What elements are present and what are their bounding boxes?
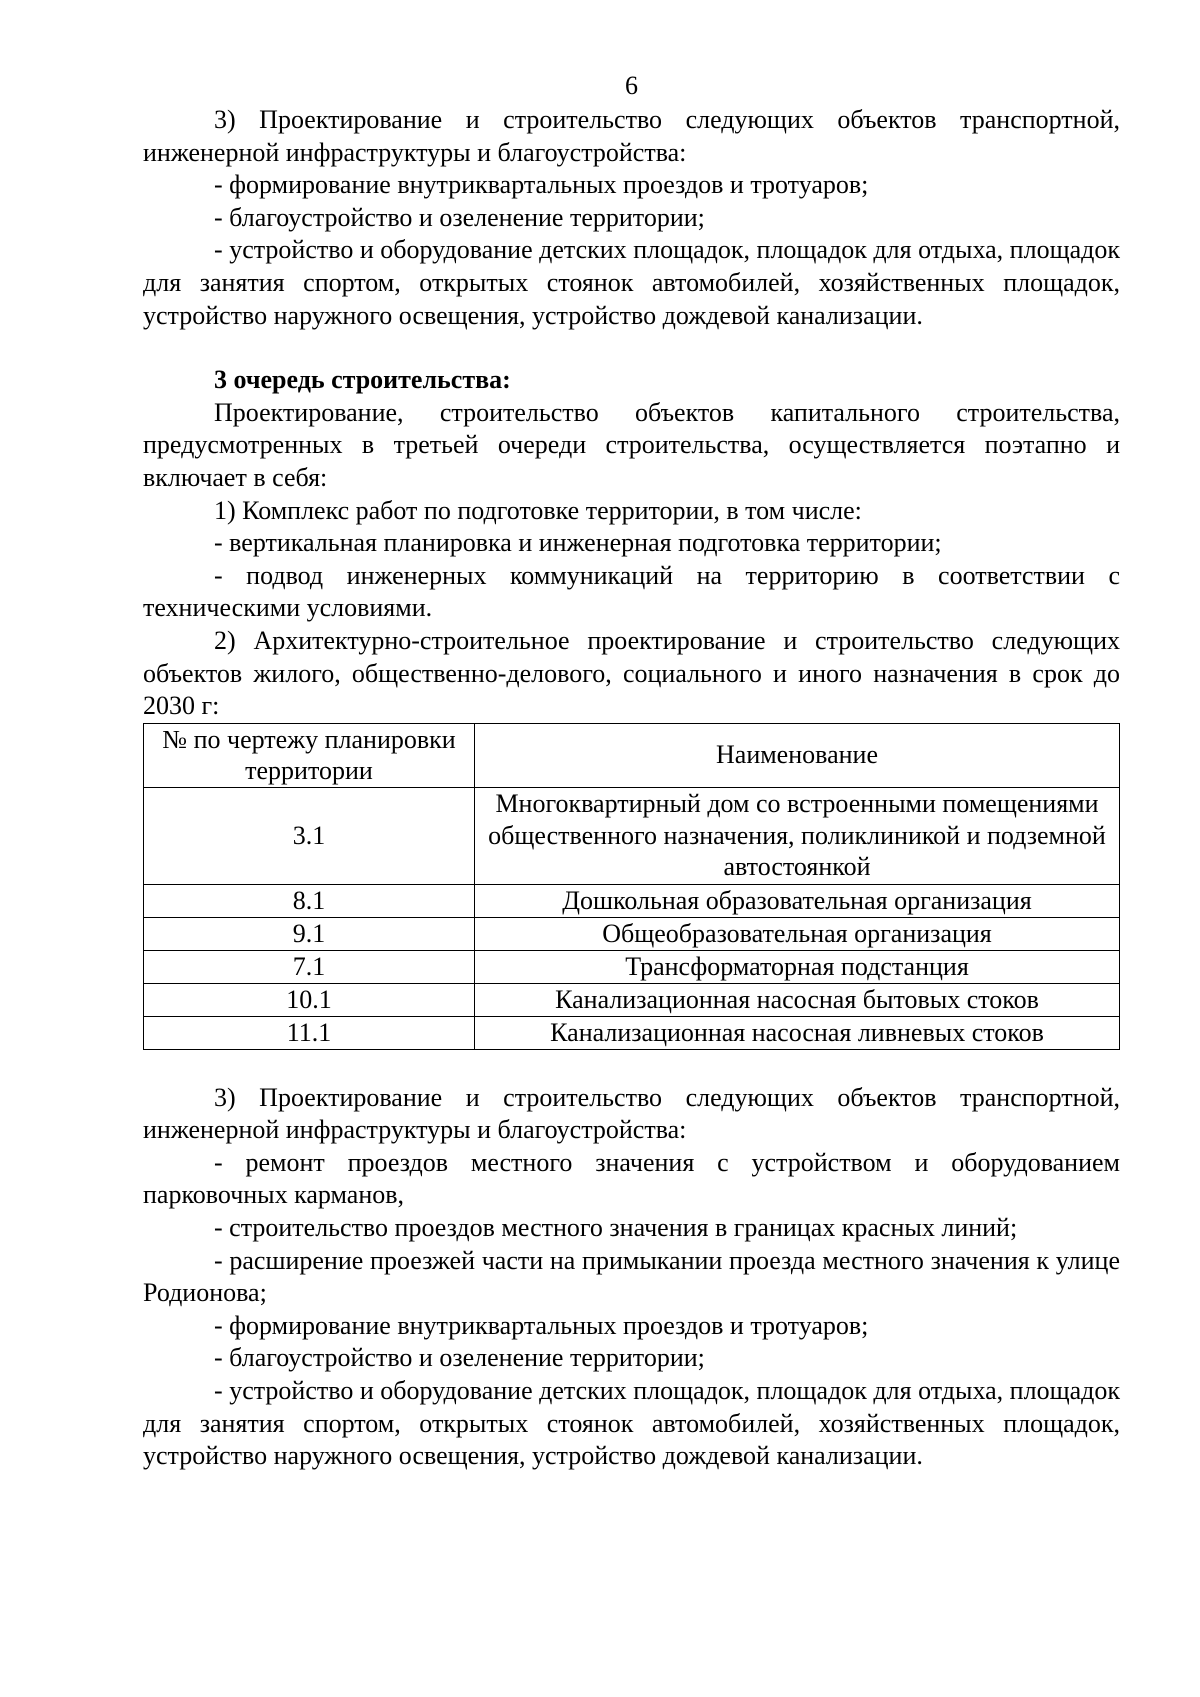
table-row bbox=[144, 787, 1120, 884]
section-b bbox=[143, 364, 1120, 723]
section-c bbox=[143, 1082, 1120, 1473]
section-heading: 3 очередь строительства: bbox=[214, 365, 511, 395]
objects-table bbox=[143, 723, 1120, 1050]
list-item: - подвод инженерных коммуникаций на территорию в соответствии с техническими условиями. bbox=[143, 560, 1120, 623]
table-cell-name: Трансформаторная подстанция bbox=[475, 950, 1120, 983]
list-item: - ремонт проездов местного значения с устройством и оборудованием парковочных карманов, bbox=[143, 1147, 1120, 1210]
table-row bbox=[144, 950, 1120, 983]
page-number: 6 bbox=[625, 71, 638, 100]
table-cell-name: Дошкольная образовательная организация bbox=[475, 884, 1120, 917]
table-cell-name: Общеобразовательная организация bbox=[475, 917, 1120, 950]
table-row bbox=[144, 884, 1120, 917]
table-row bbox=[144, 917, 1120, 950]
list-item: - вертикальная планировка и инженерная подготовка территории; bbox=[214, 528, 942, 558]
column-header-name: Наименование bbox=[475, 723, 1120, 787]
table-cell-number: 10.1 bbox=[144, 983, 475, 1016]
section-a bbox=[143, 104, 1120, 332]
table-header-row bbox=[144, 723, 1120, 787]
list-item: - устройство и оборудование детских площадок, площадок для отдыха, площадок для занятия спортом, открытых стоянок автомобилей, хозяйственных площадок, устройство наружного освещения, устройство дождевой канализации. bbox=[143, 1376, 1120, 1471]
paragraph: Проектирование, строительство объектов капитального строительства, предусмотренных в третьей очереди строительства, осуществляется поэтапно и включает в себя: bbox=[143, 397, 1120, 492]
list-item: - устройство и оборудование детских площадок, площадок для отдыха, площадок для занятия спортом, открытых стоянок автомобилей, хозяйственных площадок, устройство наружного освещения, устройство дождевой канализации. bbox=[143, 235, 1120, 330]
table-cell-name: Канализационная насосная ливневых стоков bbox=[475, 1016, 1120, 1049]
table-cell-number: 8.1 bbox=[144, 884, 475, 917]
list-item: - формирование внутриквартальных проездов и тротуаров; bbox=[214, 1310, 869, 1340]
column-header-number: № по чертежу планировки территории bbox=[144, 723, 475, 787]
list-item: - формирование внутриквартальных проездов и тротуаров; bbox=[214, 170, 869, 200]
table-cell-name: Канализационная насосная бытовых стоков bbox=[475, 983, 1120, 1016]
table-cell-number: 3.1 bbox=[144, 787, 475, 884]
list-item: - строительство проездов местного значения в границах красных линий; bbox=[214, 1213, 1018, 1243]
table-cell-number: 9.1 bbox=[144, 917, 475, 950]
table-cell-number: 11.1 bbox=[144, 1016, 475, 1049]
list-item: - благоустройство и озеленение территории; bbox=[214, 1343, 705, 1373]
table-row bbox=[144, 1016, 1120, 1049]
list-item: - расширение проезжей части на примыкании проезда местного значения к улице Родионова; bbox=[143, 1245, 1120, 1308]
list-item: 1) Комплекс работ по подготовке территории, в том числе: bbox=[214, 495, 862, 525]
list-item: 2) Архитектурно-строительное проектирование и строительство следующих объектов жилого, общественно-делового, социального и иного назначения в срок до 2030 г: bbox=[143, 625, 1120, 721]
paragraph: 3) Проектирование и строительство следующих объектов транспортной, инженерной инфраструктуры и благоустройства: bbox=[143, 1082, 1120, 1145]
table-cell-number: 7.1 bbox=[144, 950, 475, 983]
table-row bbox=[144, 983, 1120, 1016]
table-cell-name: Многоквартирный дом со встроенными помещениями общественного назначения, поликлиникой и подземной автостоянкой bbox=[475, 787, 1120, 884]
paragraph: 3) Проектирование и строительство следующих объектов транспортной, инженерной инфраструктуры и благоустройства: bbox=[143, 105, 1120, 167]
list-item: - благоустройство и озеленение территории; bbox=[214, 202, 705, 232]
